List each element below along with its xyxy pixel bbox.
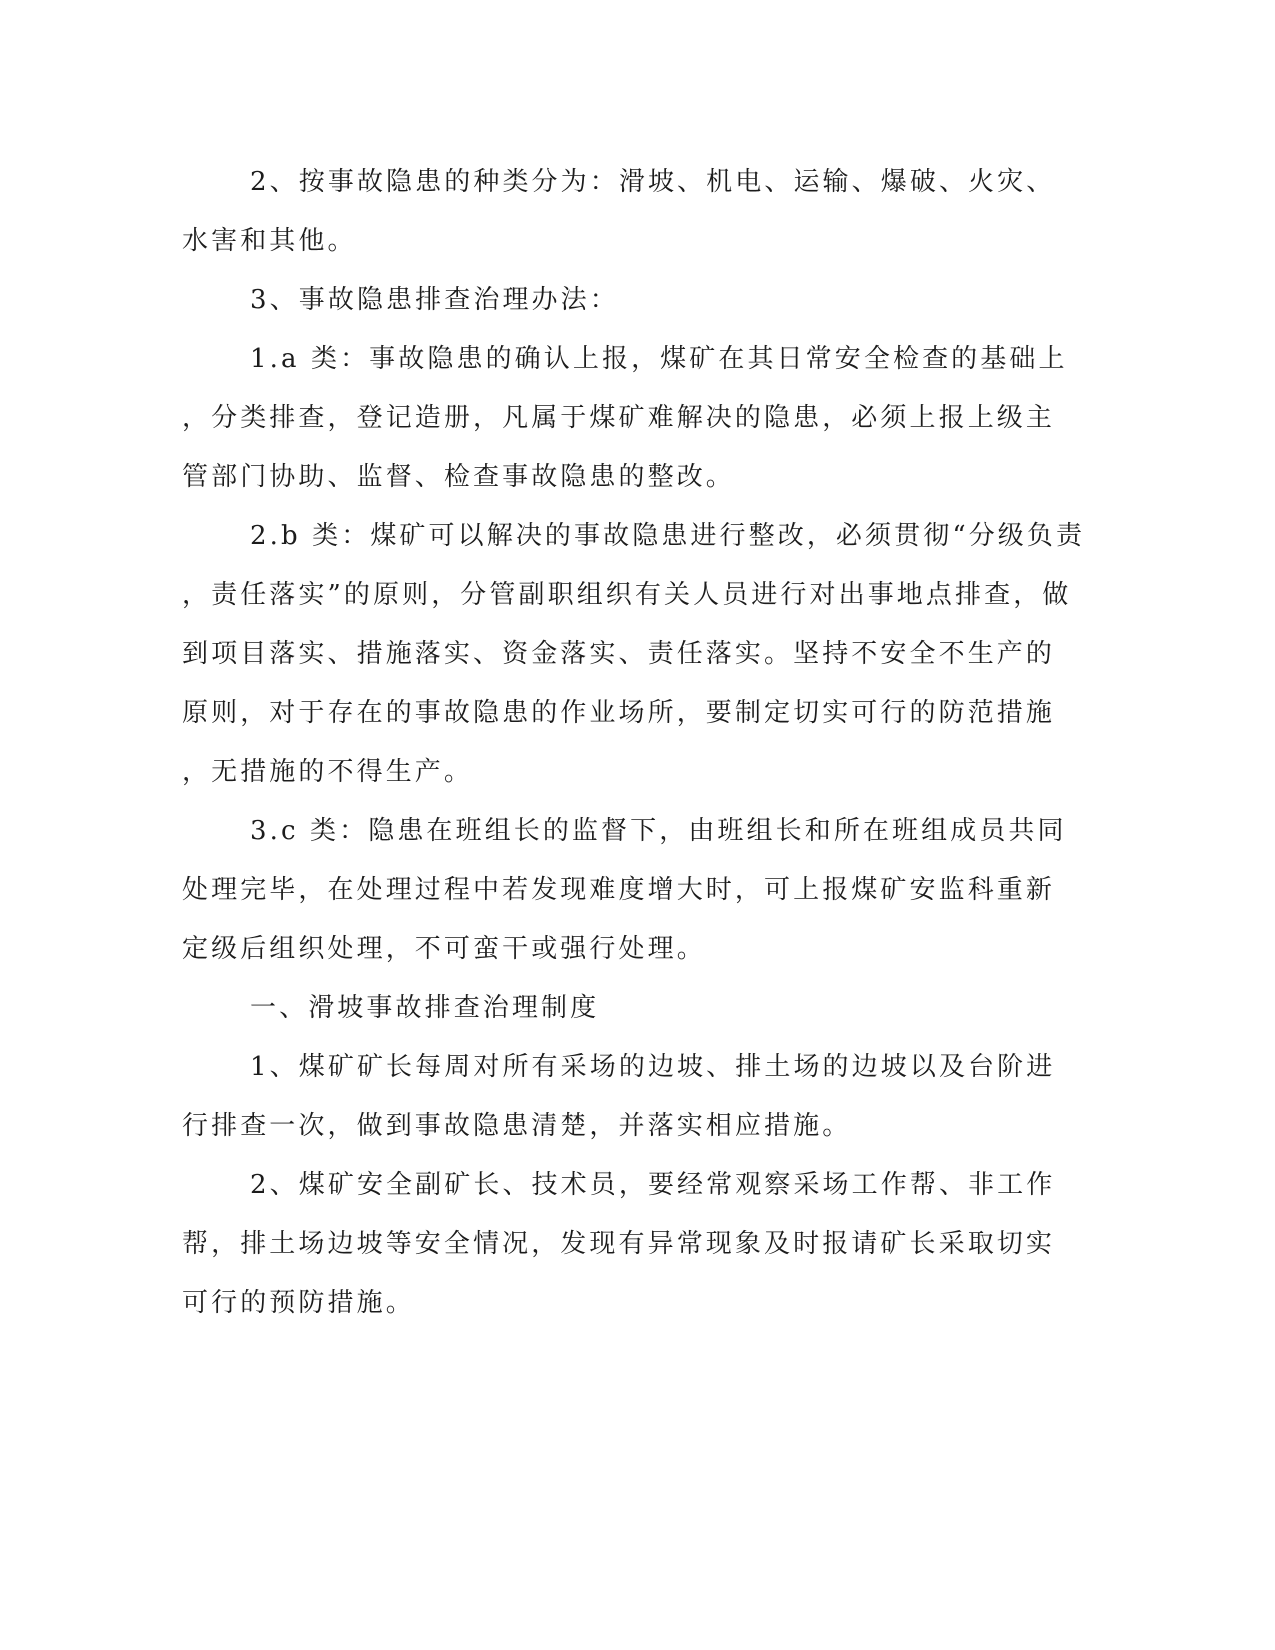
text-line: ，分类排查，登记造册，凡属于煤矿难解决的隐患，必须上报上级主 [182, 403, 1056, 433]
text-line: 处理完毕，在处理过程中若发现难度增大时，可上报煤矿安监科重新 [182, 875, 1056, 905]
text-line: 2、按事故隐患的种类分为：滑坡、机电、运输、爆破、火灾、 [250, 167, 1056, 197]
text-line: 1.a 类：事故隐患的确认上报，煤矿在其日常安全检查的基础上 [250, 344, 1068, 374]
text-line: 原则，对于存在的事故隐患的作业场所，要制定切实可行的防范措施 [182, 698, 1056, 728]
text-line: 帮，排土场边坡等安全情况，发现有异常现象及时报请矿长采取切实 [182, 1229, 1056, 1259]
text-line: ，无措施的不得生产。 [182, 757, 474, 787]
text-line: 到项目落实、措施落实、资金落实、责任落实。坚持不安全不生产的 [182, 639, 1056, 669]
text-line: 管部门协助、监督、检查事故隐患的整改。 [182, 462, 735, 492]
text-line: 行排查一次，做到事故隐患清楚，并落实相应措施。 [182, 1111, 852, 1141]
text-line: 3.c 类：隐患在班组长的监督下，由班组长和所在班组成员共同 [250, 816, 1067, 846]
text-line: 定级后组织处理，不可蛮干或强行处理。 [182, 934, 706, 964]
section-heading: 一、滑坡事故排查治理制度 [250, 993, 600, 1023]
text-line: ，责任落实”的原则，分管副职组织有关人员进行对出事地点排查，做 [182, 580, 1072, 610]
text-line: 水害和其他。 [182, 226, 357, 256]
text-line: 2、煤矿安全副矿长、技术员，要经常观察采场工作帮、非工作 [250, 1170, 1056, 1200]
text-line: 可行的预防措施。 [182, 1288, 415, 1318]
text-line: 1、煤矿矿长每周对所有采场的边坡、排土场的边坡以及台阶进 [250, 1052, 1056, 1082]
text-line: 3、事故隐患排查治理办法： [250, 285, 619, 315]
text-line: 2.b 类：煤矿可以解决的事故隐患进行整改，必须贯彻“分级负责 [250, 521, 1086, 551]
